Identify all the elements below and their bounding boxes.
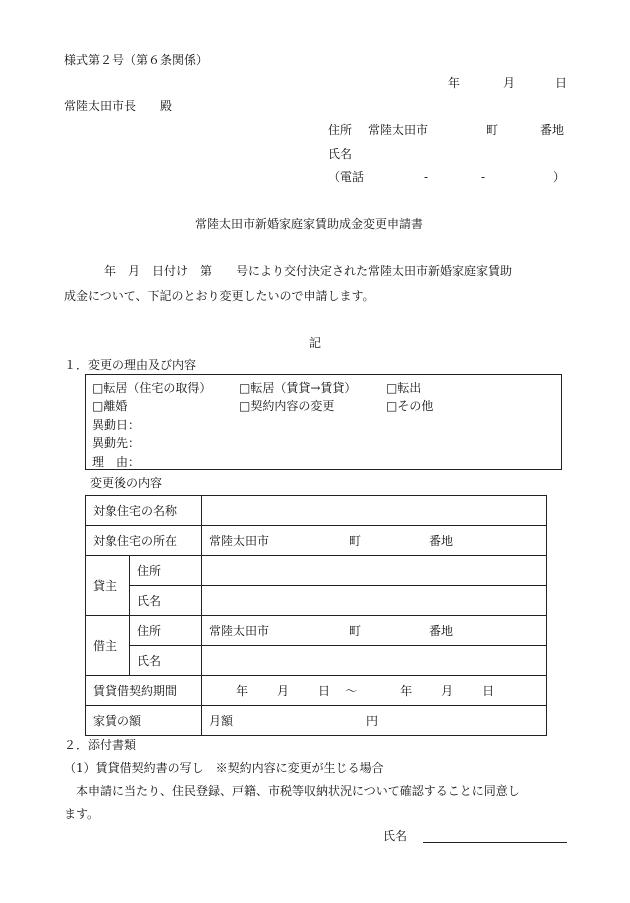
tenant-name-label: 氏名 xyxy=(130,646,202,676)
date-year-label: 年 xyxy=(448,76,461,90)
option-move-rental[interactable]: □転居（賃貸→賃貸） xyxy=(239,381,357,395)
rent-value[interactable] xyxy=(202,706,547,736)
option-contract-change[interactable]: □契約内容の変更 xyxy=(239,399,335,413)
move-date-label: 異動日： xyxy=(92,418,141,432)
section-2-heading: ２．添付書類 xyxy=(64,738,137,752)
rent-label: 家賃の額 xyxy=(86,706,202,736)
applicant-address-label: 住所 xyxy=(328,123,353,137)
tenant-address-city: 常陸太田市 xyxy=(209,624,270,638)
applicant-phone-dash-2: - xyxy=(481,170,486,184)
contract-period-value[interactable] xyxy=(202,676,547,706)
house-address-town: 町 xyxy=(349,534,362,548)
house-name-value[interactable] xyxy=(202,496,547,526)
date-month-label: 月 xyxy=(503,76,516,90)
table-row xyxy=(86,496,547,526)
house-address-city: 常陸太田市 xyxy=(209,534,270,548)
intro-line-2: 成金について、下記のとおり変更したいので申請します。 xyxy=(64,289,375,303)
applicant-phone-dash-1: - xyxy=(424,170,429,184)
document-title: 常陸太田市新婚家庭家賃助成金変更申請書 xyxy=(195,217,424,231)
applicant-phone-open: （電話 xyxy=(328,170,365,184)
date-day-label: 日 xyxy=(555,76,568,90)
after-change-table xyxy=(85,495,547,736)
applicant-address-lot: 番地 xyxy=(540,123,565,137)
tenant-name-value[interactable] xyxy=(202,646,547,676)
contract-period-label: 賃貸借契約期間 xyxy=(86,676,202,706)
period-start-month: 月 xyxy=(277,684,290,698)
option-move-out[interactable]: □転出 xyxy=(386,381,422,395)
consent-line-1: 本申請に当たり、住民登録、戸籍、市税等収納状況について確認することに同意し xyxy=(76,784,520,798)
period-tilde: ～ xyxy=(345,684,358,698)
table-row xyxy=(86,646,547,676)
form-number: 様式第２号（第６条関係） xyxy=(64,53,209,67)
option-other[interactable]: □その他 xyxy=(386,399,434,413)
applicant-address-town: 町 xyxy=(486,123,499,137)
signature-label: 氏名 xyxy=(383,829,408,843)
ki-marker: 記 xyxy=(309,336,322,350)
signature-line[interactable] xyxy=(423,842,567,843)
attachment-item-1: （1）賃貸借契約書の写し ※契約内容に変更が生じる場合 xyxy=(64,761,384,775)
consent-line-2: ます。 xyxy=(64,807,100,821)
landlord-address-value[interactable] xyxy=(202,556,547,586)
table-row xyxy=(86,616,547,646)
house-address-value[interactable] xyxy=(202,526,547,556)
landlord-name-value[interactable] xyxy=(202,586,547,616)
landlord-name-label: 氏名 xyxy=(130,586,202,616)
after-change-heading: 変更後の内容 xyxy=(90,476,163,490)
table-row xyxy=(86,586,547,616)
change-reason-box xyxy=(85,374,562,470)
table-row xyxy=(86,526,547,556)
intro-line-1: 年 月 日付け 第 号により交付決定された常陸太田市新婚家庭家賃助 xyxy=(104,264,513,278)
rent-yen-label: 円 xyxy=(366,714,379,728)
table-row xyxy=(86,556,547,586)
tenant-address-town: 町 xyxy=(349,624,362,638)
applicant-address-city: 常陸太田市 xyxy=(368,123,429,137)
landlord-address-label: 住所 xyxy=(130,556,202,586)
section-1-heading: １．変更の理由及び内容 xyxy=(64,358,197,372)
house-name-label: 対象住宅の名称 xyxy=(86,496,202,526)
move-destination-label: 異動先： xyxy=(92,436,141,450)
period-end-day: 日 xyxy=(482,684,495,698)
tenant-address-label: 住所 xyxy=(130,616,202,646)
option-move-purchase[interactable]: □転居（住宅の取得） xyxy=(92,381,212,395)
landlord-label: 貸主 xyxy=(86,556,130,616)
period-start-day: 日 xyxy=(318,684,331,698)
addressee: 常陸太田市長 殿 xyxy=(64,99,173,113)
table-row xyxy=(86,706,547,736)
reason-label: 理 由： xyxy=(92,455,141,469)
period-end-year: 年 xyxy=(400,684,413,698)
tenant-address-lot: 番地 xyxy=(429,624,454,638)
house-address-label: 対象住宅の所在 xyxy=(86,526,202,556)
tenant-label: 借主 xyxy=(86,616,130,676)
house-address-lot: 番地 xyxy=(429,534,454,548)
period-end-month: 月 xyxy=(441,684,454,698)
option-divorce[interactable]: □離婚 xyxy=(92,399,128,413)
rent-monthly-label: 月額 xyxy=(209,714,234,728)
table-row xyxy=(86,676,547,706)
period-start-year: 年 xyxy=(236,684,249,698)
applicant-phone-close: ） xyxy=(553,170,566,184)
tenant-address-value[interactable] xyxy=(202,616,547,646)
applicant-name-label: 氏名 xyxy=(328,147,353,161)
